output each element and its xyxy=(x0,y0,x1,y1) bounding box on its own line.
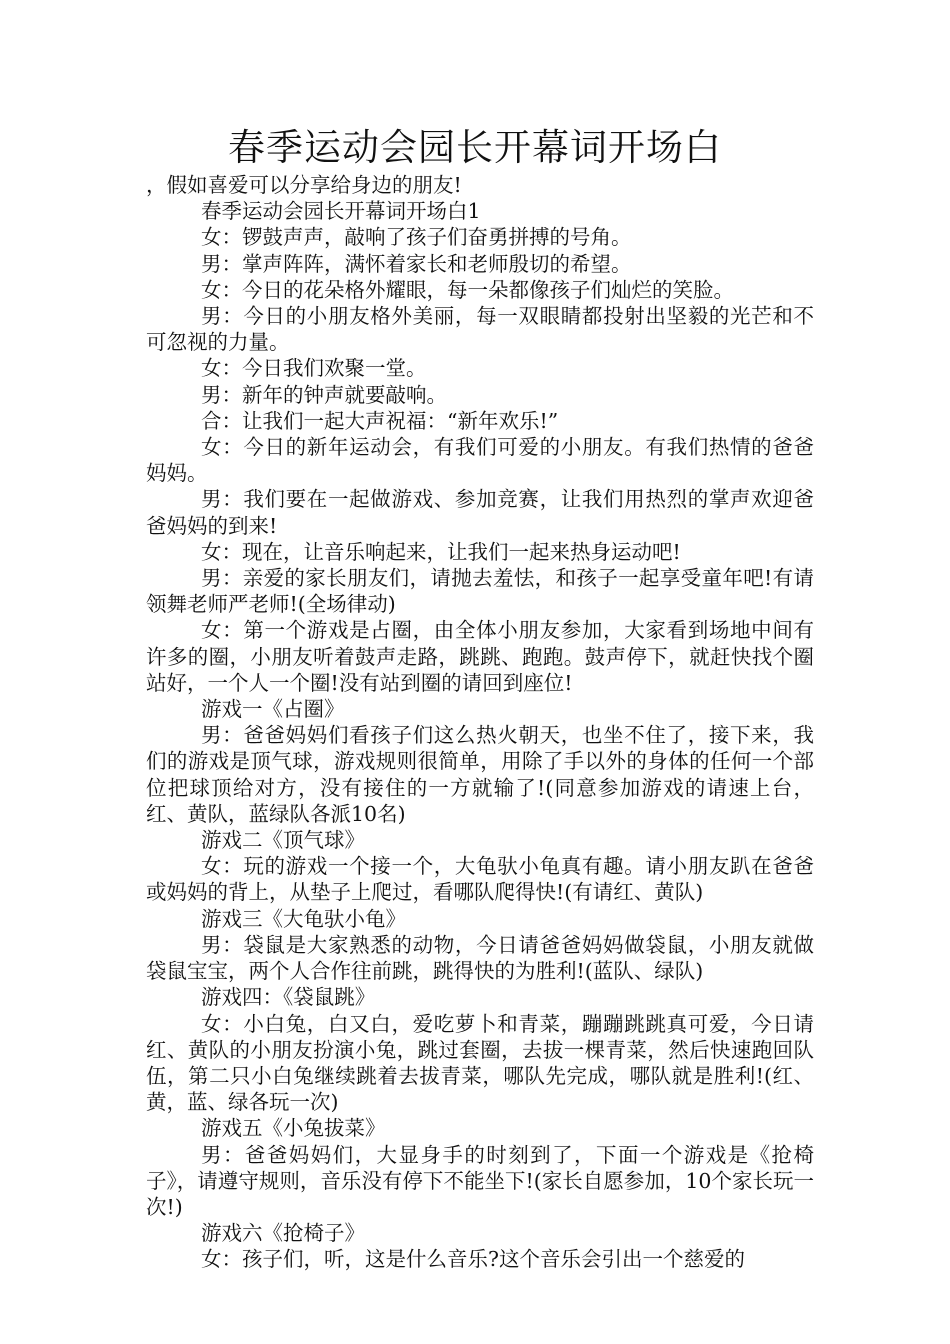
section-heading: 游戏三《大龟驮小龟》 xyxy=(201,906,406,931)
paragraph: 女：现在，让音乐响起来，让我们一起来热身运动吧! xyxy=(201,539,681,564)
paragraph: 女：今日的新年运动会，有我们可爱的小朋友。有我们热情的爸爸妈妈。 xyxy=(146,435,814,486)
paragraph: 女：孩子们，听，这是什么音乐?这个音乐会引出一个慈爱的 xyxy=(201,1247,745,1272)
paragraph: 男：今日的小朋友格外美丽，每一双眼睛都投射出坚毅的光芒和不可忽视的力量。 xyxy=(146,304,814,355)
paragraph: 女：小白兔，白又白，爱吃萝卜和青菜，蹦蹦跳跳真可爱，今日请红、黄队的小朋友扮演小兔，跳过套圈，去拔一棵青菜，然后快速跑回队伍，第二只小白兔继续跳着去拔青菜，哪队先完成，哪队就是胜利!(红、黄，蓝、绿各玩一次) xyxy=(146,1011,814,1115)
paragraph: 男：我们要在一起做游戏、参加竞赛，让我们用热烈的掌声欢迎爸爸妈妈的到来! xyxy=(146,487,814,538)
paragraph: 女：锣鼓声声，敲响了孩子们奋勇拼搏的号角。 xyxy=(201,225,632,250)
section-heading: 游戏五《小兔拔菜》 xyxy=(201,1116,386,1141)
section-heading: 游戏六《抢椅子》 xyxy=(201,1221,365,1246)
paragraph: 男：袋鼠是大家熟悉的动物，今日请爸爸妈妈做袋鼠，小朋友就做袋鼠宝宝，两个人合作往前跳，跳得快的为胜利!(蓝队、绿队) xyxy=(146,932,814,984)
paragraph: 男：爸爸妈妈们看孩子们这么热火朝天，也坐不住了，接下来，我们的游戏是顶气球，游戏规则很简单，用除了手以外的身体的任何一个部位把球顶给对方，没有接住的一方就输了!(同意参加游戏的请速上台，红、黄队，蓝绿队各派10名) xyxy=(146,723,814,826)
paragraph: 女：玩的游戏一个接一个，大龟驮小龟真有趣。请小朋友趴在爸爸或妈妈的背上，从垫子上爬过，看哪队爬得快!(有请红、黄队) xyxy=(146,854,814,905)
paragraph: 男：亲爱的家长朋友们，请抛去羞怯，和孩子一起享受童年吧!有请领舞老师严老师!(全场律动) xyxy=(146,566,814,617)
paragraph: 女：今日的花朵格外耀眼，每一朵都像孩子们灿烂的笑脸。 xyxy=(201,277,734,302)
paragraph: 女：今日我们欢聚一堂。 xyxy=(201,356,427,381)
paragraph: 男：新年的钟声就要敲响。 xyxy=(201,382,447,407)
intro-paragraph: ，假如喜爱可以分享给身边的朋友! xyxy=(146,173,462,197)
paragraph: 男：爸爸妈妈们，大显身手的时刻到了，下面一个游戏是《抢椅子》，请遵守规则，音乐没有停下不能坐下!(家长自愿参加，10个家长玩一次!) xyxy=(146,1142,814,1219)
document-body xyxy=(146,172,814,1273)
section-heading: 游戏一《占圈》 xyxy=(201,697,345,722)
paragraph: 合：让我们一起大声祝福：“新年欢乐!” xyxy=(201,408,559,433)
section-heading: 游戏四：《袋鼠跳》 xyxy=(201,985,376,1010)
paragraph: 男：掌声阵阵，满怀着家长和老师殷切的希望。 xyxy=(201,251,632,276)
paragraph: 女：第一个游戏是占圈，由全体小朋友参加，大家看到场地中间有许多的圈，小朋友听着鼓声走路，跳跳、跑跑。鼓声停下，就赶快找个圈站好，一个人一个圈!没有站到圈的请回到座位! xyxy=(146,618,814,695)
section-heading: 游戏二《顶气球》 xyxy=(201,828,365,853)
paragraph: 春季运动会园长开幕词开场白1 xyxy=(201,199,481,224)
document-title: 春季运动会园长开幕词开场白 xyxy=(228,126,722,169)
